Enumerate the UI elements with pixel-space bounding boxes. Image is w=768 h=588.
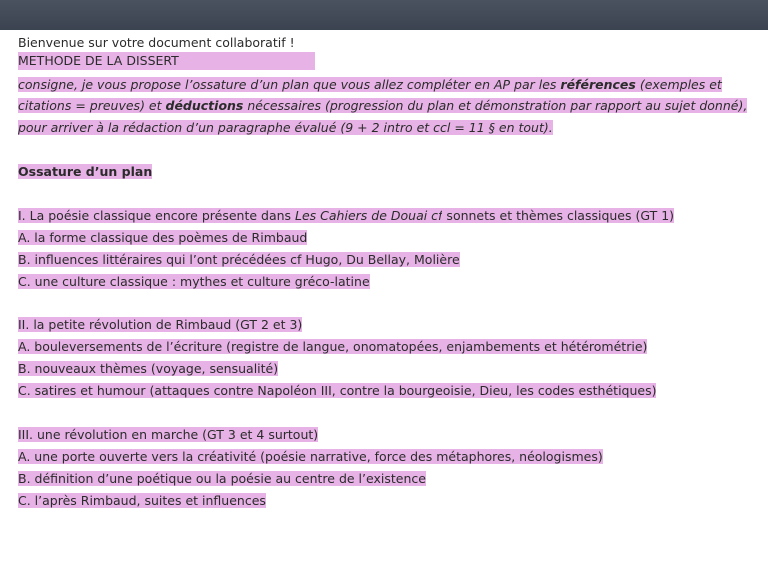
doc-title: [18, 52, 315, 70]
part1-item-a: A. la forme classique des poèmes de Rimbaud: [18, 230, 308, 245]
section-title: Ossature d’un plan: [18, 164, 153, 179]
part2-heading: II. la petite révolution de Rimbaud (GT 2 et 3): [18, 317, 303, 332]
part3-heading: III. une révolution en marche (GT 3 et 4 surtout): [18, 427, 319, 442]
part1-item-c: C. une culture classique : mythes et culture gréco-latine: [18, 274, 370, 289]
part3-item-a: A. une porte ouverte vers la créativité (poésie narrative, force des métaphores, néologismes): [18, 449, 603, 464]
window-top-bar: [0, 0, 768, 30]
part3-item-b: B. définition d’une poétique ou la poésie au centre de l’existence: [18, 471, 426, 486]
part1-heading: I. La poésie classique encore présente dans Les Cahiers de Douai cf sonnets et thèmes classiques (GT 1): [18, 208, 675, 223]
part3-item-c: C. l’après Rimbaud, suites et influences: [18, 493, 266, 508]
part1-item-b: B. influences littéraires qui l’ont précédées cf Hugo, Du Bellay, Molière: [18, 252, 460, 267]
part2-item-b: B. nouveaux thèmes (voyage, sensualité): [18, 361, 279, 376]
welcome-text: Bienvenue sur votre document collaboratif !: [18, 35, 295, 50]
part2-item-c: C. satires et humour (attaques contre Napoléon III, contre la bourgeoisie, Dieu, les codes esthétiques): [18, 383, 657, 398]
emphasis-references: références: [560, 77, 636, 92]
consigne-line-2: citations = preuves) et déductions nécessaires (progression du plan et démonstration par rapport au sujet donné),: [18, 98, 748, 113]
consigne-line-3: pour arriver à la rédaction d’un paragraphe évalué (9 + 2 intro et ccl = 11 § en tout).: [18, 120, 553, 135]
document-body[interactable]: [0, 31, 768, 588]
part2-item-a: A. bouleversements de l’écriture (registre de langue, onomatopées, enjambements et hétérométrie): [18, 339, 648, 354]
doc-title-label: METHODE DE LA DISSERT: [18, 52, 315, 70]
emphasis-deductions: déductions: [165, 98, 244, 113]
consigne-line-1: consigne, je vous propose l’ossature d’un plan que vous allez compléter en AP par les références (exemples et: [18, 77, 722, 92]
